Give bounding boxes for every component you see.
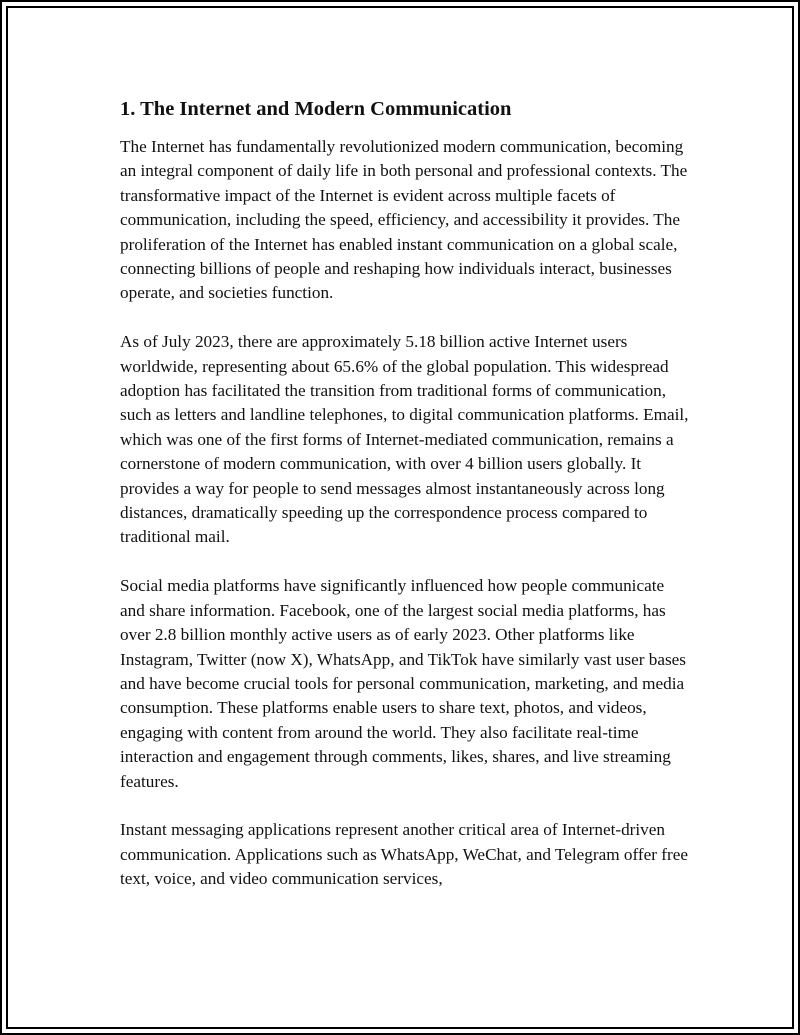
paragraph-internet-revolution: The Internet has fundamentally revolutionized modern communication, becoming an integral component of daily life in both personal and professional contexts. The transformative impact of the Internet is evident across multiple facets of communication, including the speed, efficiency, and accessibility it provides. The proliferation of the Internet has enabled instant communication on a global scale, connecting billions of people and reshaping how individuals interact, businesses operate, and societies function. <box>120 137 688 303</box>
paragraph-social-media: Social media platforms have significantly influenced how people communicate and share information. Facebook, one of the largest social media platforms, has over 2.8 billion monthly active users as of early 2023. Other platforms like Instagram, Twitter (now X), WhatsApp, and TikTok have similarly vast user bases and have become crucial tools for personal communication, marketing, and media consumption. These platforms enable users to share text, photos, and videos, engaging with content from around the world. They also facilitate real-time interaction and engagement through comments, likes, shares, and live streaming features. <box>120 576 686 791</box>
document-content <box>120 95 690 916</box>
paragraph-instant-messaging: Instant messaging applications represent another critical area of Internet-driven communication. Applications such as WhatsApp, WeChat, and Telegram offer free text, voice, and video communication services, <box>120 820 688 889</box>
section-heading: 1. The Internet and Modern Communication <box>120 98 512 120</box>
paragraph-internet-users: As of July 2023, there are approximately 5.18 billion active Internet users worldwide, representing about 65.6% of the global population. This widespread adoption has facilitated the transition from traditional forms of communication, such as letters and landline telephones, to digital communication platforms. Email, which was one of the first forms of Internet-mediated communication, remains a cornerstone of modern communication, with over 4 billion users globally. It provides a way for people to send messages almost instantaneously across long distances, dramatically speeding up the correspondence process compared to traditional mail. <box>120 332 689 547</box>
